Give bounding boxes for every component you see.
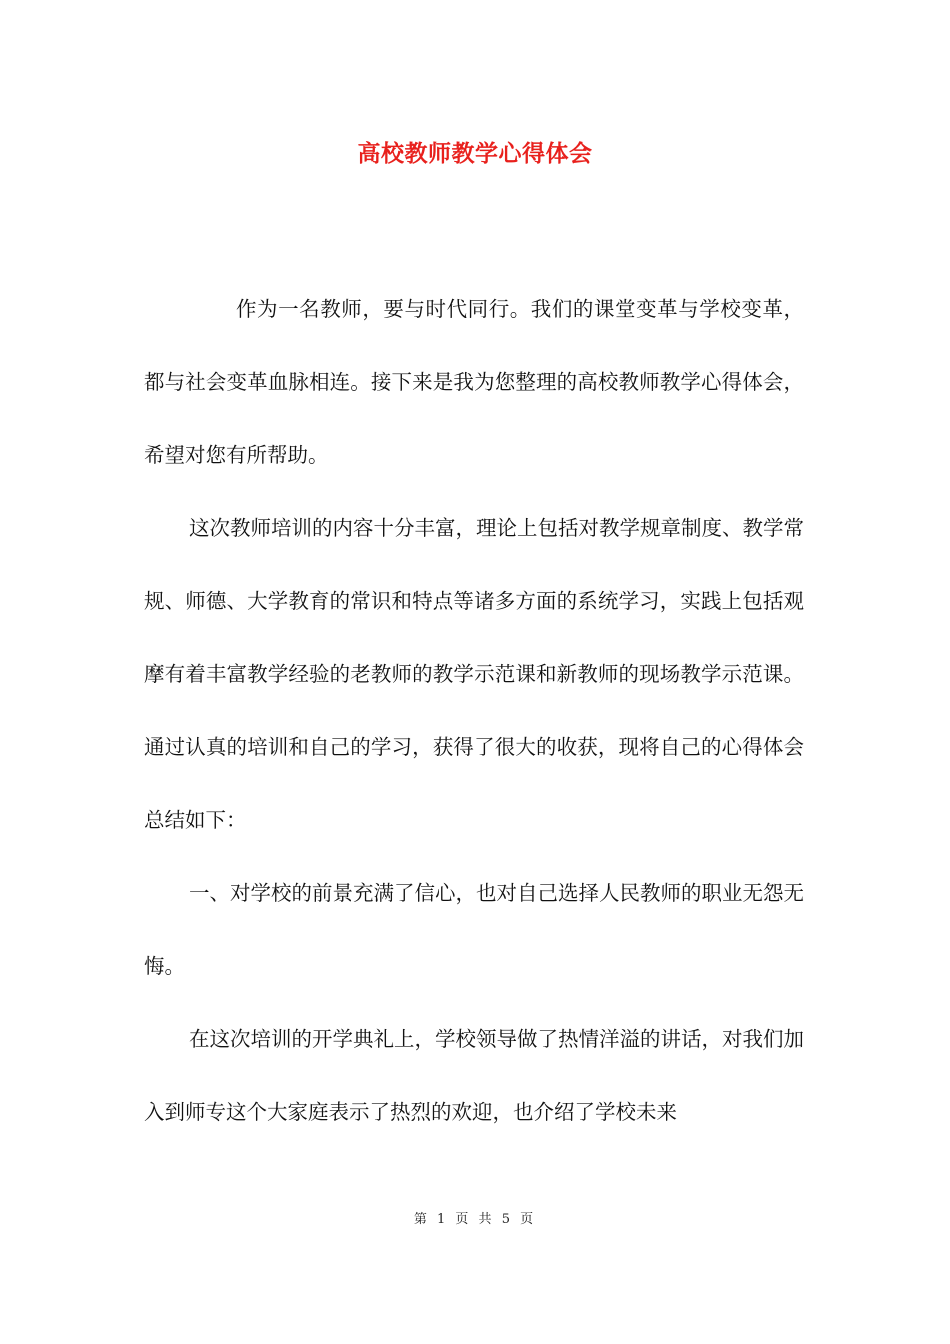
- document-title: 高校教师教学心得体会: [357, 140, 593, 167]
- footer-prefix: 第: [413, 1212, 430, 1227]
- footer-suffix: 页: [520, 1212, 537, 1227]
- paragraph-training: 这次教师培训的内容十分丰富，理论上包括对教学规章制度、教学常规、师德、大学教育的常识和特点等诸多方面的系统学习，实践上包括观摩有着丰富教学经验的老教师的教学示范课和新教师的现场教学示范课。通过认真的培训和自己的学习，获得了很大的收获，现将自己的心得体会总结如下：: [144, 516, 804, 832]
- footer-total-pages: 5: [501, 1212, 513, 1227]
- paragraph-ceremony: 在这次培训的开学典礼上，学校领导做了热情洋溢的讲话，对我们加入到师专这个大家庭表示了热烈的欢迎，也介绍了学校未来: [144, 1027, 804, 1124]
- footer-current-page: 1: [437, 1212, 449, 1227]
- document-body: [144, 273, 804, 1149]
- paragraph-intro: 作为一名教师，要与时代同行。我们的课堂变革与学校变革，都与社会变革血脉相连。接下来是我为您整理的高校教师教学心得体会，希望对您有所帮助。: [144, 297, 804, 467]
- paragraph-section-one: 一、对学校的前景充满了信心，也对自己选择人民教师的职业无怨无悔。: [144, 881, 804, 978]
- footer-middle: 页 共: [455, 1212, 495, 1227]
- page-footer: [0, 1208, 950, 1227]
